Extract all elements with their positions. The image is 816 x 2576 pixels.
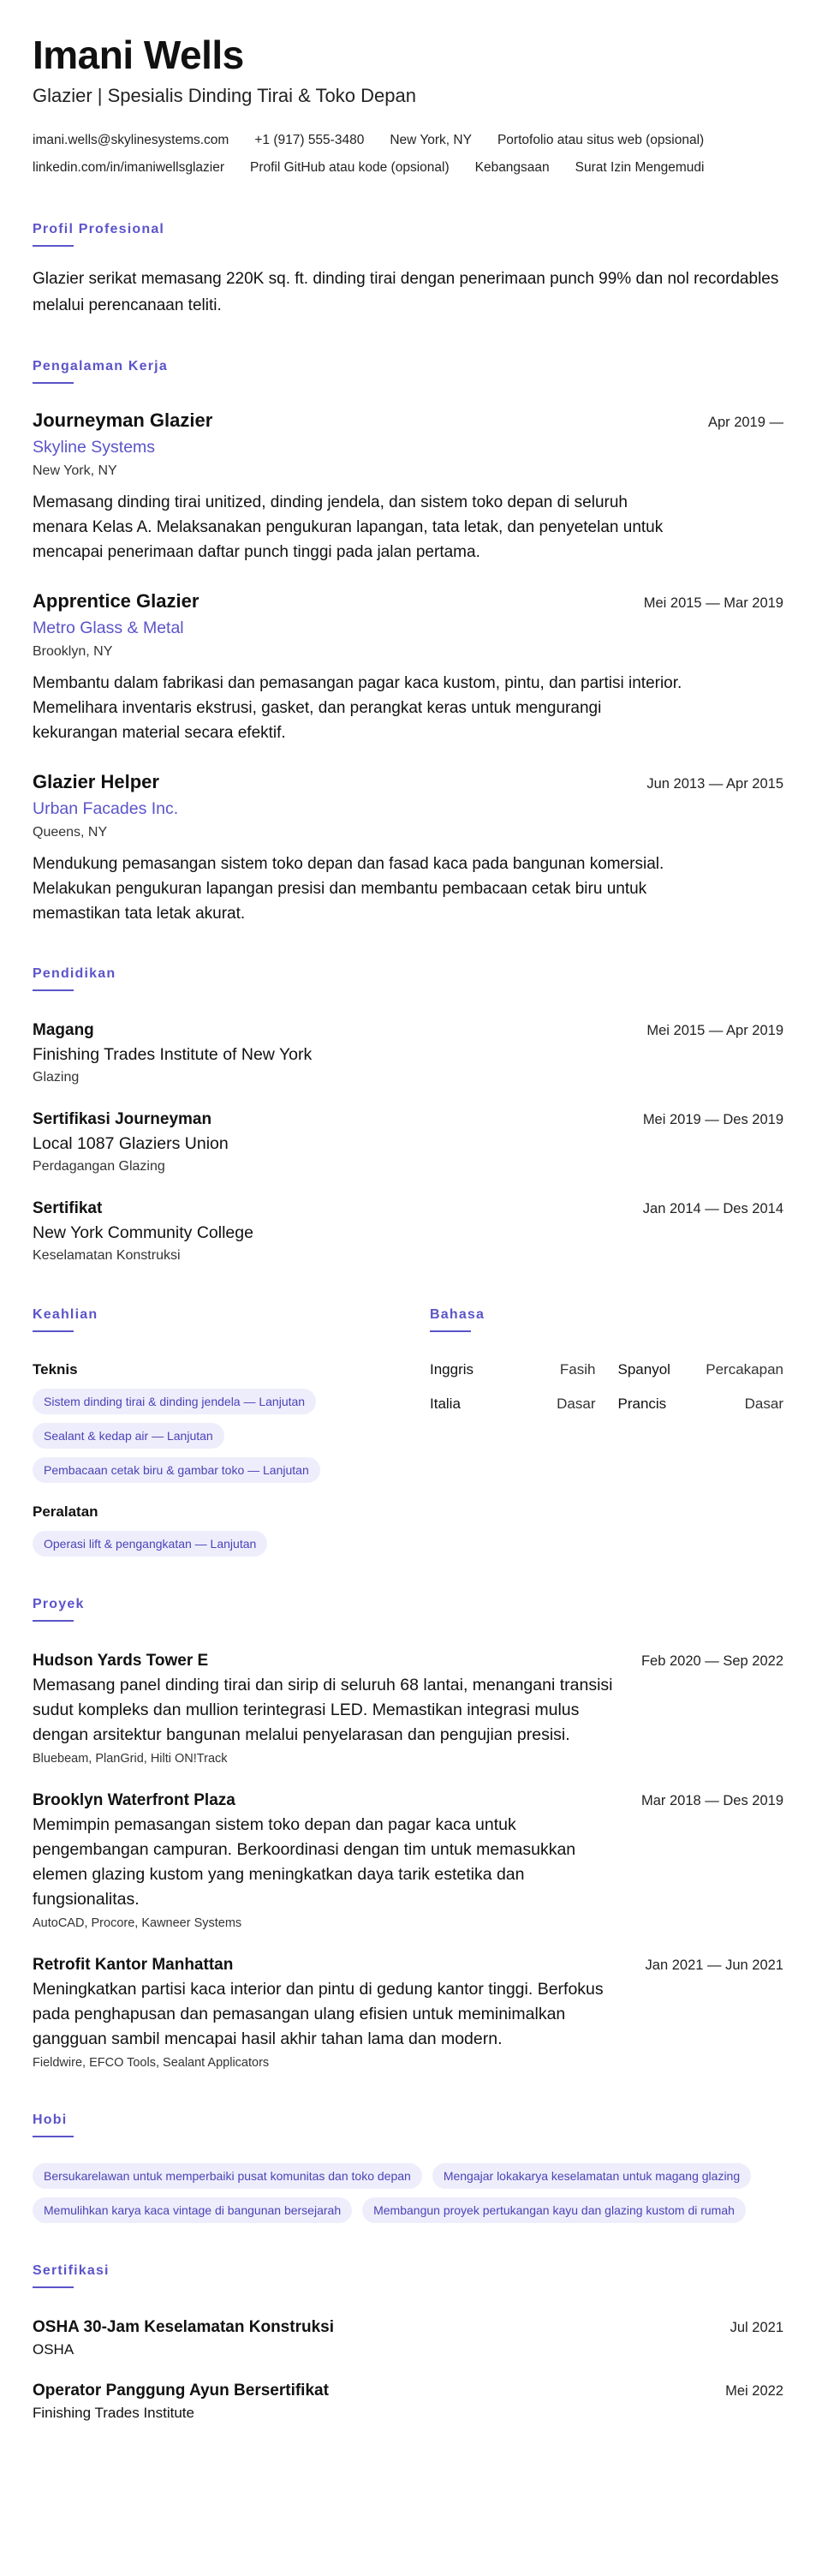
section-title: Hobi bbox=[33, 2113, 68, 2127]
hobby-chip: Mengajar lokakarya keselamatan untuk magang glazing bbox=[432, 2163, 751, 2189]
language-item bbox=[430, 1394, 596, 1414]
education-item bbox=[33, 1019, 783, 1089]
hobby-chip: Memulihkan karya kaca vintage di bangunan bersejarah bbox=[33, 2197, 352, 2223]
job-company: Metro Glass & Metal bbox=[33, 619, 184, 637]
job-date: Apr 2019 — bbox=[707, 415, 783, 430]
project-date: Jan 2021 — Jun 2021 bbox=[645, 1957, 783, 1973]
skill-chip-list bbox=[33, 1531, 430, 1557]
education-field: Keselamatan Konstruksi bbox=[33, 1248, 181, 1263]
candidate-headline: Glazier | Spesialis Dinding Tirai & Toko Depan bbox=[33, 85, 416, 106]
project-title: Retrofit Kantor Manhattan bbox=[33, 1956, 234, 1974]
contact-portfolio[interactable]: Portofolio atau situs web (opsional) bbox=[497, 133, 705, 147]
hobby-chip: Bersukarelawan untuk memperbaiki pusat komunitas dan toko depan bbox=[33, 2163, 422, 2189]
education-title: Sertifikat bbox=[33, 1199, 103, 1217]
certification-title: OSHA 30-Jam Keselamatan Konstruksi bbox=[33, 2318, 334, 2336]
language-list bbox=[430, 1360, 783, 1414]
language-item bbox=[618, 1360, 784, 1380]
hobbies-section bbox=[33, 2112, 783, 2223]
job-title: Glazier Helper bbox=[33, 771, 159, 792]
job-date: Mei 2015 — Mar 2019 bbox=[643, 595, 783, 611]
resume-header bbox=[33, 33, 783, 182]
education-title: Sertifikasi Journeyman bbox=[33, 1110, 212, 1128]
skills-section bbox=[33, 1306, 430, 1557]
education-institution: New York Community College bbox=[33, 1223, 253, 1242]
job-company: Skyline Systems bbox=[33, 438, 156, 457]
section-title: Profil Profesional bbox=[33, 222, 165, 236]
section-title: Bahasa bbox=[430, 1307, 485, 1322]
job-location: Queens, NY bbox=[33, 825, 108, 840]
language-level: Dasar bbox=[557, 1396, 596, 1412]
skill-chip-list bbox=[33, 1389, 430, 1483]
skill-chip: Sealant & kedap air — Lanjutan bbox=[33, 1423, 224, 1449]
hobby-chip: Membangun proyek pertukangan kayu dan glazing kustom di rumah bbox=[362, 2197, 746, 2223]
project-item bbox=[33, 1953, 783, 2072]
section-divider bbox=[33, 2286, 74, 2288]
certification-item bbox=[33, 2379, 783, 2424]
certification-item bbox=[33, 2316, 783, 2360]
experience-section bbox=[33, 358, 783, 926]
language-level: Fasih bbox=[559, 1361, 596, 1378]
job-location: New York, NY bbox=[33, 463, 117, 478]
section-title: Pendidikan bbox=[33, 966, 116, 981]
project-description: Memimpin pemasangan sistem toko depan dan pagar kaca untuk pengembangan campuran. Berkoordinasi dengan tim untuk memasukkan elemen glazing kustom yang meningkatkan daya tarik estetika dan fungsionalitas. bbox=[33, 1815, 576, 1909]
language-name: Spanyol bbox=[617, 1361, 670, 1378]
contact-location: New York, NY bbox=[390, 133, 472, 147]
project-description: Memasang panel dinding tirai dan sirip di seluruh 68 lantai, menangani transisi sudut kompleks dan mullion terintegrasi LED. Memastikan integrasi mulus dengan arsitektur bangunan melalui penyelarasan dan pengujian presisi. bbox=[33, 1676, 613, 1744]
summary-section bbox=[33, 221, 783, 319]
contact-linkedin[interactable]: linkedin.com/in/imaniwellsglazier bbox=[33, 160, 224, 175]
education-item bbox=[33, 1108, 783, 1178]
project-item bbox=[33, 1649, 783, 1768]
skill-chip: Operasi lift & pengangkatan — Lanjutan bbox=[33, 1531, 267, 1557]
job-title: Apprentice Glazier bbox=[33, 590, 200, 612]
section-title: Keahlian bbox=[33, 1307, 98, 1322]
section-divider bbox=[33, 1330, 74, 1332]
project-tools: Bluebeam, PlanGrid, Hilti ON!Track bbox=[33, 1752, 228, 1766]
language-name: Prancis bbox=[617, 1396, 667, 1412]
certification-issuer: OSHA bbox=[33, 2341, 74, 2358]
section-divider bbox=[33, 382, 74, 384]
job-description: Memasang dinding tirai unitized, dinding jendela, dan sistem toko depan di seluruh menara Kelas A. Melaksanakan pengukuran lapangan, tata letak, dan penyetelan untuk mencapai penerimaan daftar punch tinggi pada jalan pertama. bbox=[33, 493, 664, 561]
section-title: Pengalaman Kerja bbox=[33, 359, 168, 374]
job-date: Jun 2013 — Apr 2015 bbox=[646, 776, 783, 792]
education-section bbox=[33, 965, 783, 1267]
section-divider bbox=[430, 1330, 471, 1332]
hobby-chip-list bbox=[33, 2163, 786, 2223]
certification-issuer: Finishing Trades Institute bbox=[33, 2405, 194, 2421]
certification-date: Jul 2021 bbox=[730, 2320, 783, 2335]
summary-text: Glazier serikat memasang 220K sq. ft. dinding tirai dengan penerimaan punch 99% dan nol recordables melalui perencanaan teliti. bbox=[33, 270, 779, 314]
job-description: Membantu dalam fabrikasi dan pemasangan pagar kaca kustom, pintu, dan partisi interior. Memelihara inventaris ekstrusi, gasket, dan perangkat keras untuk mengurangi kekurangan material secara efektif. bbox=[33, 674, 682, 742]
language-level: Percakapan bbox=[706, 1361, 783, 1378]
language-item bbox=[618, 1394, 784, 1414]
skill-group-title: Teknis bbox=[33, 1361, 78, 1378]
section-divider bbox=[33, 1620, 74, 1622]
contact-github[interactable]: Profil GitHub atau kode (opsional) bbox=[249, 160, 450, 175]
education-field: Perdagangan Glazing bbox=[33, 1159, 165, 1174]
education-date: Jan 2014 — Des 2014 bbox=[642, 1201, 783, 1216]
skills-languages-row bbox=[33, 1306, 783, 1557]
education-item bbox=[33, 1197, 783, 1267]
languages-section bbox=[430, 1306, 783, 1557]
certification-date: Mei 2022 bbox=[725, 2383, 783, 2399]
experience-item bbox=[33, 769, 783, 926]
contact-email[interactable]: imani.wells@skylinesystems.com bbox=[33, 133, 229, 147]
experience-item bbox=[33, 408, 783, 565]
education-institution: Local 1087 Glaziers Union bbox=[33, 1134, 229, 1153]
project-date: Feb 2020 — Sep 2022 bbox=[640, 1653, 783, 1669]
job-location: Brooklyn, NY bbox=[33, 644, 113, 659]
project-description: Meningkatkan partisi kaca interior dan pintu di gedung kantor tinggi. Berfokus pada penghapusan dan pemasangan ulang efisien untuk meminimalkan gangguan sambil mencapai hasil akhir tahan lama dan modern. bbox=[33, 1980, 604, 2048]
job-title: Journeyman Glazier bbox=[33, 409, 213, 431]
language-name: Inggris bbox=[430, 1361, 474, 1378]
section-divider bbox=[33, 2136, 74, 2137]
project-title: Brooklyn Waterfront Plaza bbox=[33, 1791, 235, 1809]
project-tools: Fieldwire, EFCO Tools, Sealant Applicators bbox=[33, 2056, 270, 2070]
language-name: Italia bbox=[430, 1396, 461, 1412]
certifications-section bbox=[33, 2262, 783, 2424]
project-date: Mar 2018 — Des 2019 bbox=[640, 1793, 783, 1808]
project-title: Hudson Yards Tower E bbox=[33, 1652, 209, 1670]
certification-title: Operator Panggung Ayun Bersertifikat bbox=[33, 2382, 329, 2400]
education-institution: Finishing Trades Institute of New York bbox=[33, 1045, 313, 1064]
candidate-name: Imani Wells bbox=[33, 33, 244, 77]
skill-chip: Sistem dinding tirai & dinding jendela — Lanjutan bbox=[33, 1389, 316, 1414]
language-level: Dasar bbox=[744, 1396, 783, 1412]
job-company: Urban Facades Inc. bbox=[33, 799, 179, 818]
education-date: Mei 2019 — Des 2019 bbox=[642, 1112, 783, 1127]
experience-item bbox=[33, 589, 783, 745]
skill-group-title: Peralatan bbox=[33, 1503, 98, 1520]
contact-info bbox=[33, 127, 783, 182]
contact-nationality: Kebangsaan bbox=[474, 160, 550, 175]
section-title: Sertifikasi bbox=[33, 2263, 110, 2278]
education-date: Mei 2015 — Apr 2019 bbox=[646, 1023, 783, 1038]
project-item bbox=[33, 1789, 783, 1933]
contact-phone[interactable]: +1 (917) 555-3480 bbox=[254, 133, 365, 147]
section-divider bbox=[33, 989, 74, 991]
contact-drivers-license: Surat Izin Mengemudi bbox=[575, 160, 705, 175]
project-tools: AutoCAD, Procore, Kawneer Systems bbox=[33, 1916, 242, 1930]
section-title: Proyek bbox=[33, 1597, 85, 1611]
job-description: Mendukung pemasangan sistem toko depan dan fasad kaca pada bangunan komersial. Melakukan pengukuran lapangan presisi dan membantu pembacaan cetak biru untuk memastikan tata letak akurat. bbox=[33, 855, 664, 923]
education-title: Magang bbox=[33, 1021, 94, 1039]
section-divider bbox=[33, 245, 74, 247]
language-item bbox=[430, 1360, 596, 1380]
skill-chip: Pembacaan cetak biru & gambar toko — Lanjutan bbox=[33, 1457, 320, 1483]
education-field: Glazing bbox=[33, 1070, 80, 1085]
projects-section bbox=[33, 1596, 783, 2072]
